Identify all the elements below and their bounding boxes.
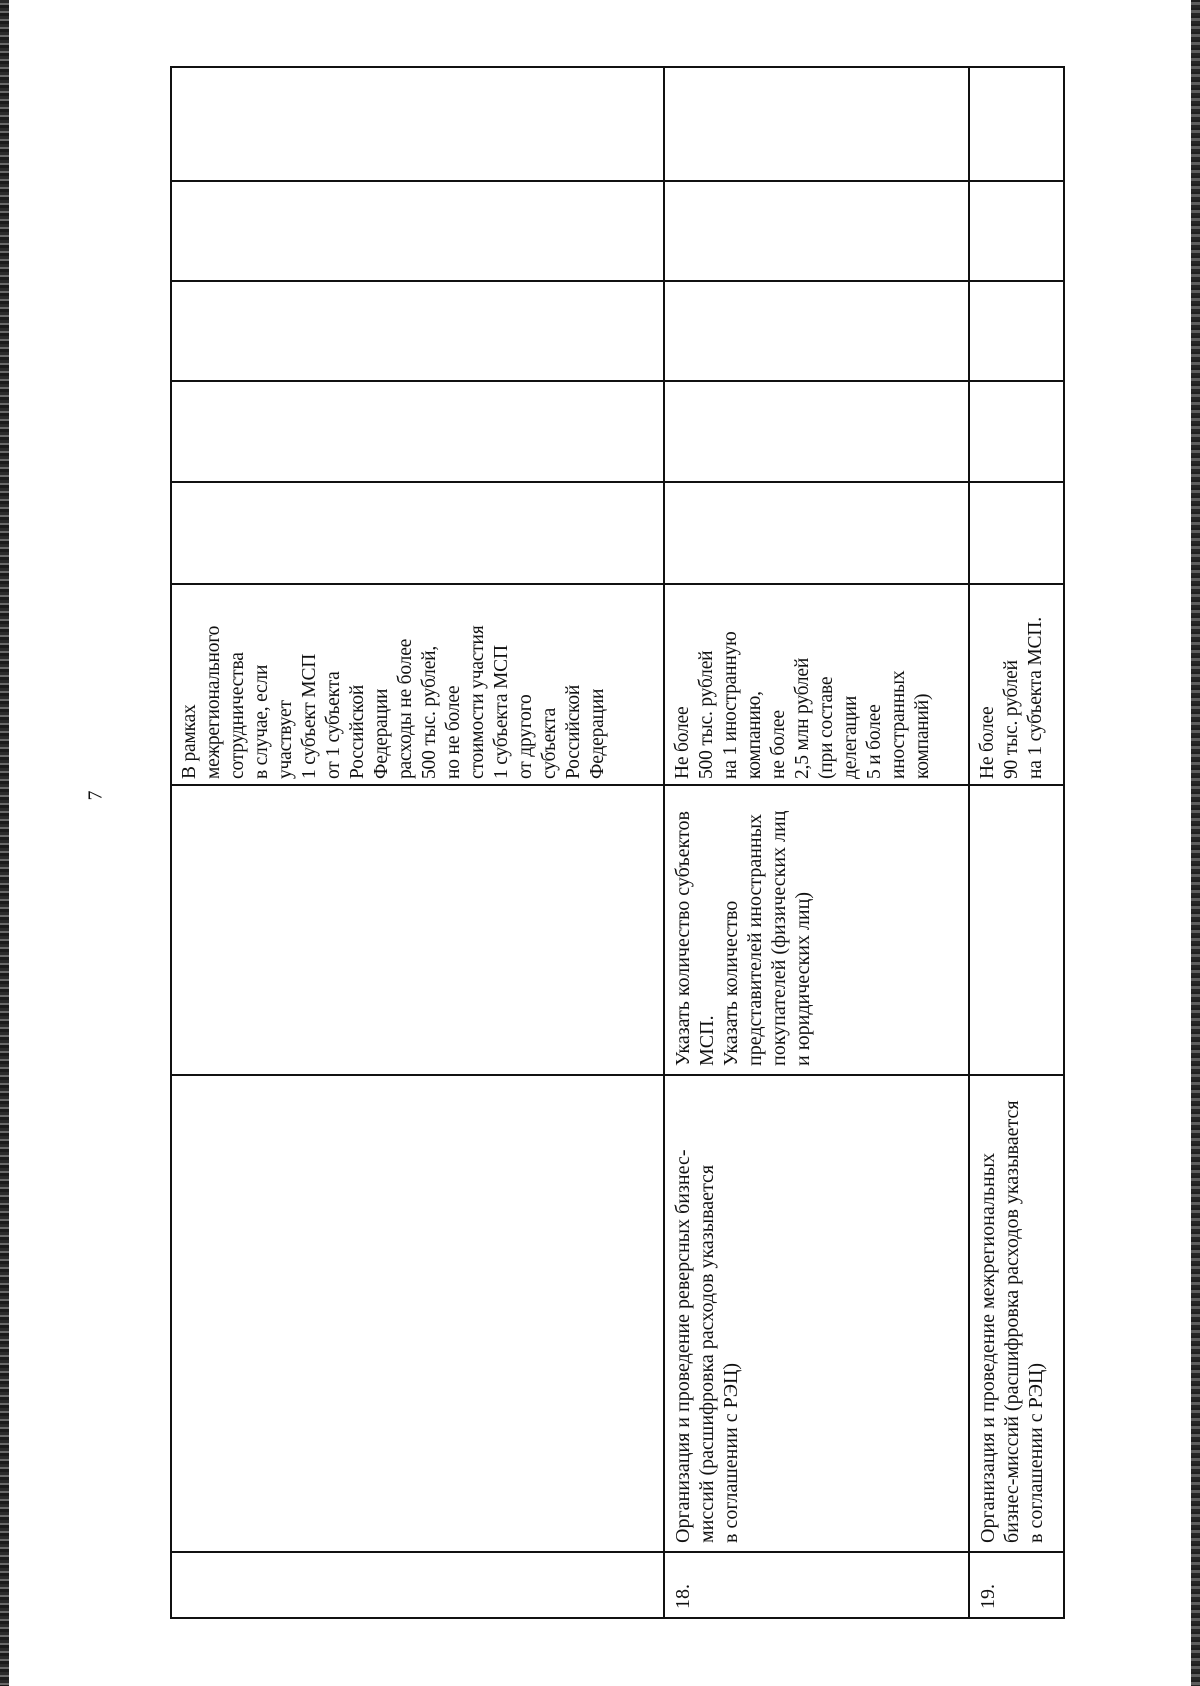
col-divider [170,481,1065,483]
scan-edge-left [0,0,9,1686]
row-a-limit: В рамках межрегионального сотрудничества в случае, если участвует 1 субъект МСП от 1 субъекта Российской Федерации расходы не более 500 тыс. рублей, но не более стоимости участия 1 субъекта МСП от другого субъекта Российской Федерации [179,625,608,779]
rotated-table [170,66,1065,1619]
table-border-right [170,66,1065,68]
table-border-bottom [1063,66,1065,1619]
row-19-number: 19. [977,1584,999,1609]
row-19-name: Организация и проведение межрегиональных бизнес-миссий (расшифровка расходов указывается в соглашении с РЭЦ) [977,1100,1047,1543]
col-divider [170,380,1065,382]
row-18-limit: Не более 500 тыс. рублей на 1 иностранную компанию, не более 2,5 млн рублей (при составе делегации 5 и более иностранных компаний) [672,631,933,779]
table-grid [170,66,1065,1619]
row-a-requirements [172,786,663,1074]
scan-edge-right [1191,0,1200,1686]
table-border-left [170,1617,1065,1619]
row-19-requirements [970,786,1063,1074]
row-18-name: Организация и проведение реверсных бизнес- миссий (расшифровка расходов указывается в соглашении с РЭЦ) [672,1149,742,1543]
page-number: 7 [84,790,107,800]
col-divider [170,180,1065,182]
row-18-number: 18. [672,1584,694,1609]
row-a-number [172,1553,663,1617]
col-divider [170,280,1065,282]
row-19-limit: Не более 90 тыс. рублей на 1 субъекта МСП. [977,617,1046,779]
row-18-requirements: Указать количество субъектов МСП. Указать количество представителей иностранных покупателей (физических лиц и юридических лиц) [672,810,814,1066]
row-a-name [172,1076,663,1551]
